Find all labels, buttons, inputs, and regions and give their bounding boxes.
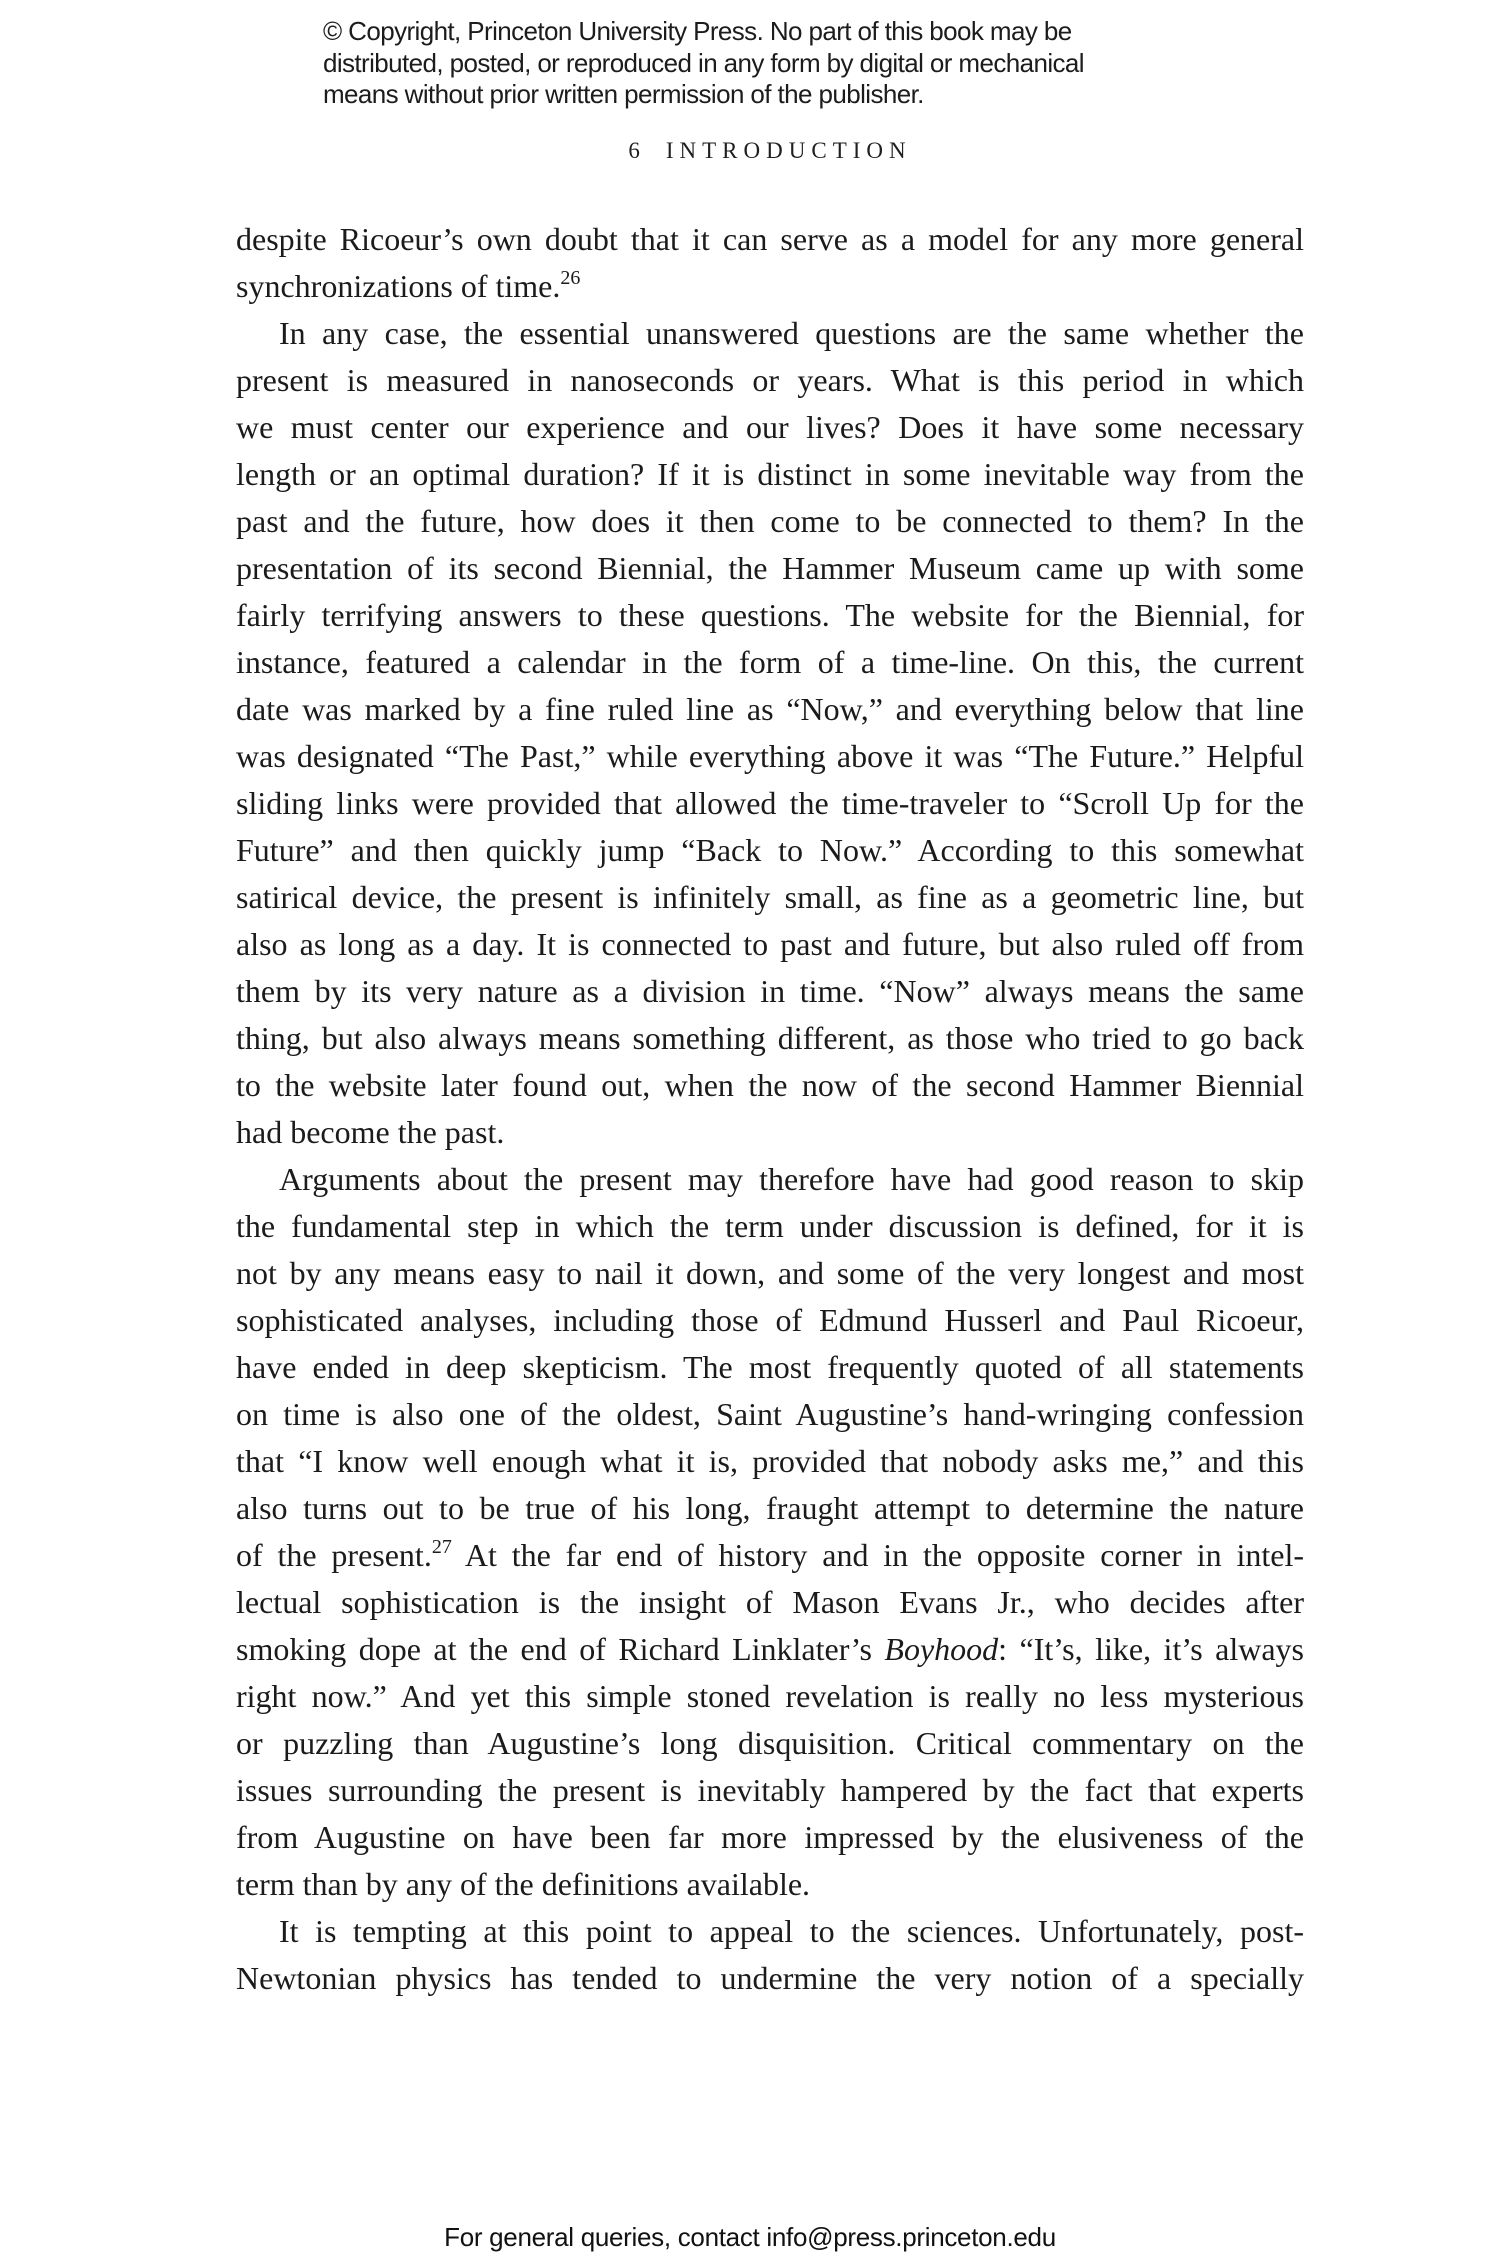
text-segment: In any case, the essential unanswered questions are the same whether the bbox=[279, 315, 1304, 351]
text-segment: the fundamental step in which the term under discussion is defined, for it is bbox=[236, 1208, 1304, 1244]
body-line bbox=[236, 1579, 1304, 1626]
text-segment: past and the future, how does it then come to be connected to them? In the bbox=[236, 503, 1304, 539]
text-segment: had become the past. bbox=[236, 1114, 505, 1150]
body-line bbox=[236, 451, 1304, 498]
copyright-line: © Copyright, Princeton University Press. No part of this book may be bbox=[323, 16, 1072, 46]
body-line bbox=[236, 921, 1304, 968]
text-segment: them by its very nature as a division in time. “Now” always means the same bbox=[236, 973, 1304, 1009]
body-line bbox=[236, 1062, 1304, 1109]
body-line bbox=[236, 780, 1304, 827]
text-segment: satirical device, the present is infinitely small, as fine as a geometric line, but bbox=[236, 879, 1304, 915]
body-line bbox=[236, 1297, 1304, 1344]
page-number: 6 bbox=[628, 138, 640, 163]
text-segment: smoking dope at the end of Richard Linklater’s bbox=[236, 1631, 885, 1667]
text-segment: from Augustine on have been far more impressed by the elusiveness of the bbox=[236, 1819, 1304, 1855]
body-line bbox=[236, 1861, 1304, 1908]
body-line bbox=[236, 1344, 1304, 1391]
body-line bbox=[236, 827, 1304, 874]
body-line bbox=[236, 1015, 1304, 1062]
text-segment: on time is also one of the oldest, Saint Augustine’s hand-wringing confession bbox=[236, 1396, 1304, 1432]
body-paragraph bbox=[236, 310, 1304, 1156]
text-segment: that “I know well enough what it is, provided that nobody asks me,” and this bbox=[236, 1443, 1304, 1479]
text-segment: present is measured in nanoseconds or years. What is this period in which bbox=[236, 362, 1304, 398]
footnote-reference: 27 bbox=[431, 1536, 452, 1558]
body-line bbox=[236, 639, 1304, 686]
body-line bbox=[236, 310, 1304, 357]
body-paragraph bbox=[236, 216, 1304, 310]
text-segment: fairly terrifying answers to these questions. The website for the Biennial, for bbox=[236, 597, 1304, 633]
text-segment: instance, featured a calendar in the form of a time-line. On this, the current bbox=[236, 644, 1304, 680]
footnote-reference: 26 bbox=[560, 267, 581, 289]
text-segment: to the website later found out, when the now of the second Hammer Biennial bbox=[236, 1067, 1304, 1103]
body-paragraph bbox=[236, 1156, 1304, 1908]
body-text bbox=[236, 216, 1304, 2002]
text-segment: It is tempting at this point to appeal to the sciences. Unfortunately, post- bbox=[279, 1913, 1304, 1949]
body-line bbox=[236, 357, 1304, 404]
text-segment: we must center our experience and our lives? Does it have some necessary bbox=[236, 409, 1304, 445]
body-line bbox=[236, 1908, 1304, 1955]
body-line bbox=[236, 263, 1304, 310]
text-segment: issues surrounding the present is inevitably hampered by the fact that experts bbox=[236, 1772, 1304, 1808]
body-line bbox=[236, 968, 1304, 1015]
running-head bbox=[236, 138, 1304, 164]
body-line bbox=[236, 1767, 1304, 1814]
text-segment: sophisticated analyses, including those of Edmund Husserl and Paul Ricoeur, bbox=[236, 1302, 1304, 1338]
text-segment: despite Ricoeur’s own doubt that it can serve as a model for any more general bbox=[236, 221, 1304, 257]
copyright-notice bbox=[323, 16, 1223, 111]
body-line bbox=[236, 1391, 1304, 1438]
body-line bbox=[236, 1485, 1304, 1532]
text-segment: date was marked by a fine ruled line as “Now,” and everything below that line bbox=[236, 691, 1304, 727]
body-line bbox=[236, 1109, 1304, 1156]
body-paragraph bbox=[236, 1908, 1304, 2002]
body-line bbox=[236, 1532, 1304, 1579]
text-segment: At the far end of history and in the opposite corner in intel- bbox=[451, 1537, 1305, 1573]
body-line bbox=[236, 1438, 1304, 1485]
body-line bbox=[236, 733, 1304, 780]
text-segment: also turns out to be true of his long, fraught attempt to determine the nature bbox=[236, 1490, 1304, 1526]
text-segment: not by any means easy to nail it down, and some of the very longest and most bbox=[236, 1255, 1304, 1291]
body-line bbox=[236, 1626, 1304, 1673]
text-segment: sliding links were provided that allowed the time-traveler to “Scroll Up for the bbox=[236, 785, 1304, 821]
text-segment: also as long as a day. It is connected to past and future, but also ruled off from bbox=[236, 926, 1304, 962]
body-line bbox=[236, 1955, 1304, 2002]
text-segment: thing, but also always means something different, as those who tried to go back bbox=[236, 1020, 1304, 1056]
text-segment: was designated “The Past,” while everything above it was “The Future.” Helpful bbox=[236, 738, 1304, 774]
text-segment: length or an optimal duration? If it is distinct in some inevitable way from the bbox=[236, 456, 1304, 492]
body-line bbox=[236, 1673, 1304, 1720]
text-segment: Arguments about the present may therefore have had good reason to skip bbox=[279, 1161, 1304, 1197]
body-line bbox=[236, 1720, 1304, 1767]
body-line bbox=[236, 1250, 1304, 1297]
text-segment: term than by any of the definitions available. bbox=[236, 1866, 811, 1902]
text-segment: synchronizations of time. bbox=[236, 268, 561, 304]
body-line bbox=[236, 1156, 1304, 1203]
body-line bbox=[236, 686, 1304, 733]
text-segment: : “It’s, like, it’s always bbox=[998, 1631, 1305, 1667]
copyright-line: distributed, posted, or reproduced in any form by digital or mechanical bbox=[323, 47, 1084, 78]
text-segment: of the present. bbox=[236, 1537, 432, 1573]
italic-text: Boyhood bbox=[884, 1631, 999, 1667]
text-segment: presentation of its second Biennial, the Hammer Museum came up with some bbox=[236, 550, 1304, 586]
text-segment: right now.” And yet this simple stoned revelation is really no less mysterious bbox=[236, 1678, 1304, 1714]
body-line bbox=[236, 498, 1304, 545]
text-segment: Future” and then quickly jump “Back to Now.” According to this somewhat bbox=[236, 832, 1304, 868]
copyright-line: means without prior written permission of the publisher. bbox=[323, 79, 924, 109]
body-line bbox=[236, 592, 1304, 639]
body-line bbox=[236, 1203, 1304, 1250]
text-segment: lectual sophistication is the insight of Mason Evans Jr., who decides after bbox=[236, 1584, 1304, 1620]
footer-note: For general queries, contact info@press.princeton.edu bbox=[444, 2222, 1056, 2252]
body-line bbox=[236, 874, 1304, 921]
text-segment: have ended in deep skepticism. The most frequently quoted of all statements bbox=[236, 1349, 1304, 1385]
text-segment: or puzzling than Augustine’s long disquisition. Critical commentary on the bbox=[236, 1725, 1304, 1761]
body-line bbox=[236, 545, 1304, 592]
body-line bbox=[236, 404, 1304, 451]
body-line bbox=[236, 1814, 1304, 1861]
chapter-title: INTRODUCTION bbox=[665, 138, 912, 163]
text-segment: Newtonian physics has tended to undermine the very notion of a specially bbox=[236, 1960, 1304, 1996]
body-line bbox=[236, 216, 1304, 263]
